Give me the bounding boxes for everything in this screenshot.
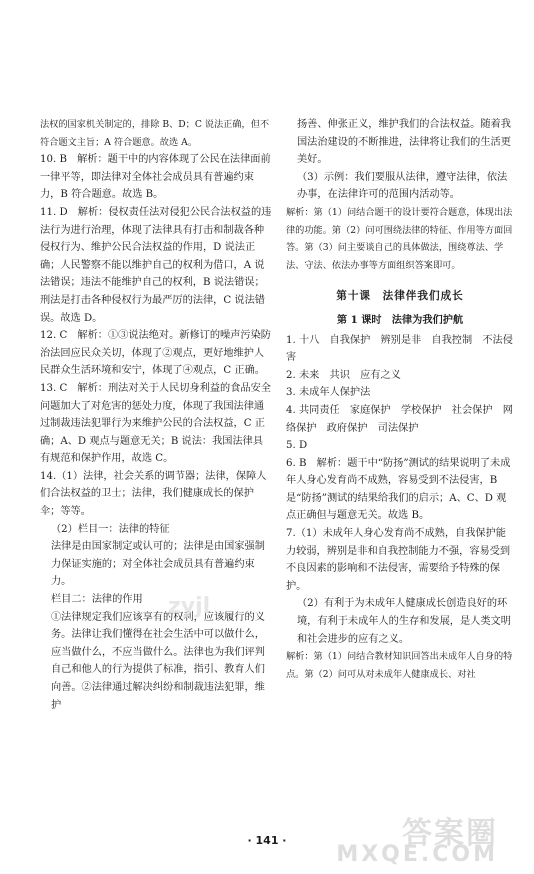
page-number: · 141 · bbox=[247, 834, 287, 847]
answer-6: 6. B 解析：题干中“防扬”测试的结果说明了未成年人身心发育尚不成熟，容易受到不法侵害，B 是“防扬”测试的结果给我们的启示；A、C、D 观点正确但与题意无关。故选 B。 bbox=[286, 457, 511, 522]
answer-12: 12. C 解析：①③说法绝对。新修订的噪声污染防治法回应民众关切，体现了②观点，更好地维护人民群众生活环境和安宁，体现了④观点，C 正确。 bbox=[40, 330, 271, 377]
answer-5: 5. D bbox=[286, 440, 308, 452]
answer-7-part2: （2）有利于为未成年人健康成长创造良好的环境，有利于未成年人的生存和发展，是人类文明和社会进步的应有之义。 bbox=[297, 598, 511, 645]
answer-14-explanation: 解析：第（1）问结合题干的设计要符合题意，体现出法律的功能。第（2）问可围绕法律的特征、作用等方面回答。第（3）问主要谈自己的具体做法，围绕尊法、学法、守法、依法办事等方面组织答案即可。 bbox=[286, 206, 513, 271]
answer-14-column1-heading: （2）栏目一：法律的特征 bbox=[51, 523, 170, 535]
answer-7-explanation: 解析：第（1）问结合教材知识回答出未成年人自身的特点。第（2）问可从对未成年人健康成长、对社 bbox=[286, 651, 513, 680]
answer-14-column2-heading: 栏目二：法律的作用 bbox=[51, 594, 143, 606]
answer-11: 11. D 解析：侵权责任法对侵犯公民合法权益的违法行为进行治理，体现了法律具有打击和制裁各种侵权行为、维护公民合法权益的作用，D 说法正确；人民警察不能以维护自己的权利为借口，A 说法错误；违法不能维护自己的权利，B 说法错误；刑法是打击各种侵权行为最严厉的法律，C 说法错误。故选 D。 bbox=[40, 206, 272, 324]
answer-14-part3: （3）示例：我们要服从法律，遵守法律，依法办事，在法律许可的范围内活动等。 bbox=[297, 171, 508, 201]
answer-13: 13. C 解析：刑法对关于人民切身利益的食品安全问题加大了对危害的惩处力度，体现了我国法律通过制裁违法犯罪行为来维护公民的合法权益，C 正确；A、D 观点与题意无关；B 说法：我国法律具有规范和保护作用，故选 C。 bbox=[40, 382, 271, 465]
left-column bbox=[40, 116, 272, 714]
answer-9-continued: 法权的国家机关制定的，排除 B、D；C 说法正确，但不符合题文主旨；A 符合题意。故选 A。 bbox=[40, 119, 270, 148]
answer-14-column2-body: ①法律规定我们应该享有的权利，应该履行的义务。法律让我们懂得在社会生活中可以做什么，应当做什么，不应当做什么。法律也为我们评判自己和他人的行为提供了标准，指引、教育人们向善。②法律通过解决纠纷和制裁违法犯罪，维护 bbox=[51, 611, 265, 711]
watermark-stamp: zyjl bbox=[168, 594, 211, 619]
answer-3: 3. 未成年人保护法 bbox=[286, 387, 371, 399]
watermark-logo: 答案圈 bbox=[402, 816, 498, 851]
watermark-url: MXQE.COM bbox=[336, 842, 498, 867]
answer-14-column1-body: 法律是由国家制定或认可的；法律是由国家强制力保证实施的；对全体社会成员具有普遍约束力。 bbox=[51, 541, 265, 588]
answer-7-part1: 7.（1）未成年人身心发育尚不成熟，自我保护能力较弱，辨别是非和自我控制能力不强，容易受到不良因素的影响和不法侵害，需要给予特殊的保护。 bbox=[286, 528, 511, 592]
answer-4: 4. 共同责任 家庭保护 学校保护 社会保护 网络保护 政府保护 司法保护 bbox=[286, 404, 513, 434]
answer-10: 10. B 解析：题干中的内容体现了公民在法律面前一律平等，即法律对全体社会成员具有普遍约束力，B 符合题意。故选 B。 bbox=[40, 154, 271, 201]
right-column bbox=[286, 116, 514, 683]
answer-14-continued: 扬善、伸张正义，维护我们的合法权益。随着我国法治建设的不断推进，法律将让我们的生活更美好。 bbox=[297, 119, 511, 166]
lesson-title: 第十课 法律伴我们成长 bbox=[336, 290, 464, 303]
answer-2: 2. 未来 共识 应有之义 bbox=[286, 369, 401, 381]
answer-1: 1. 十八 自我保护 辨别是非 自我控制 不法侵害 bbox=[286, 334, 513, 364]
answer-14-part1: 14.（1）法律，社会关系的调节器；法律，保障人们合法权益的卫士；法律，我们健康成长的保护伞；等等。 bbox=[40, 470, 267, 518]
section-title: 第 1 课时 法律为我们护航 bbox=[336, 313, 464, 326]
